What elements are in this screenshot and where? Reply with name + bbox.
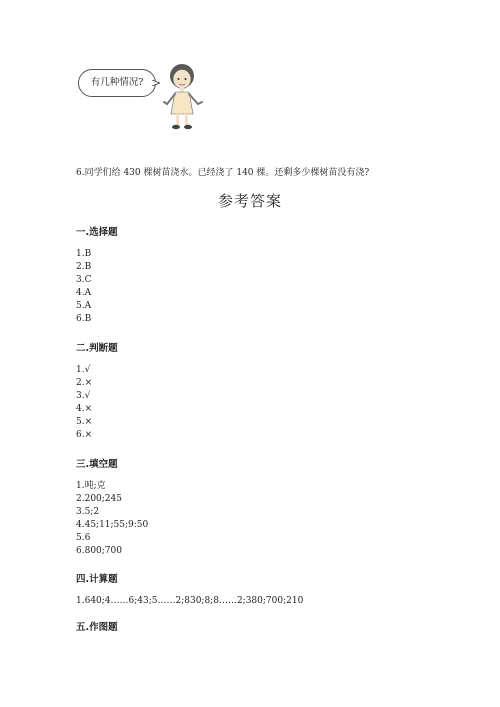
section-heading-fill: 三.填空题: [76, 459, 118, 470]
list-item: 1.640;4……6;43;5……2;830;8;8……2;380;700;210: [76, 596, 304, 606]
list-item: 5.A: [76, 301, 92, 311]
answer-title: 参考答案: [217, 192, 282, 210]
list-item: 6.800;700: [76, 546, 122, 556]
girl-illustration: [158, 62, 208, 134]
list-item: 5.6: [76, 533, 91, 543]
list-item: 6.B: [76, 314, 92, 324]
section-heading-judge: 二.判断题: [76, 343, 118, 354]
section-heading-draw: 五.作图题: [76, 622, 118, 633]
speech-bubble-text: 有几种情况?: [90, 77, 144, 88]
list-item: 3.√: [76, 391, 91, 401]
list-item: 1.B: [76, 249, 92, 259]
section-heading-choice: 一.选择题: [76, 227, 118, 238]
list-item: 3.5;2: [76, 507, 100, 517]
list-item: 2.200;245: [76, 494, 122, 504]
list-item: 5.×: [76, 417, 93, 427]
speech-bubble: [78, 69, 156, 97]
list-item: 2.×: [76, 378, 93, 388]
list-item: 4.×: [76, 404, 93, 414]
list-item: 6.×: [76, 430, 93, 440]
list-item: 2.B: [76, 262, 92, 272]
question-6: 6.同学们给 430 棵树苗浇水。已经浇了 140 棵。还剩多少棵树苗没有浇?: [76, 168, 370, 178]
list-item: 3.C: [76, 275, 92, 285]
section-heading-calc: 四.计算题: [76, 574, 118, 585]
list-item: 1.吨;克: [76, 481, 106, 491]
list-item: 4.A: [76, 288, 92, 298]
list-item: 4.45;11;55;9:50: [76, 520, 149, 530]
list-item: 1.√: [76, 365, 91, 375]
